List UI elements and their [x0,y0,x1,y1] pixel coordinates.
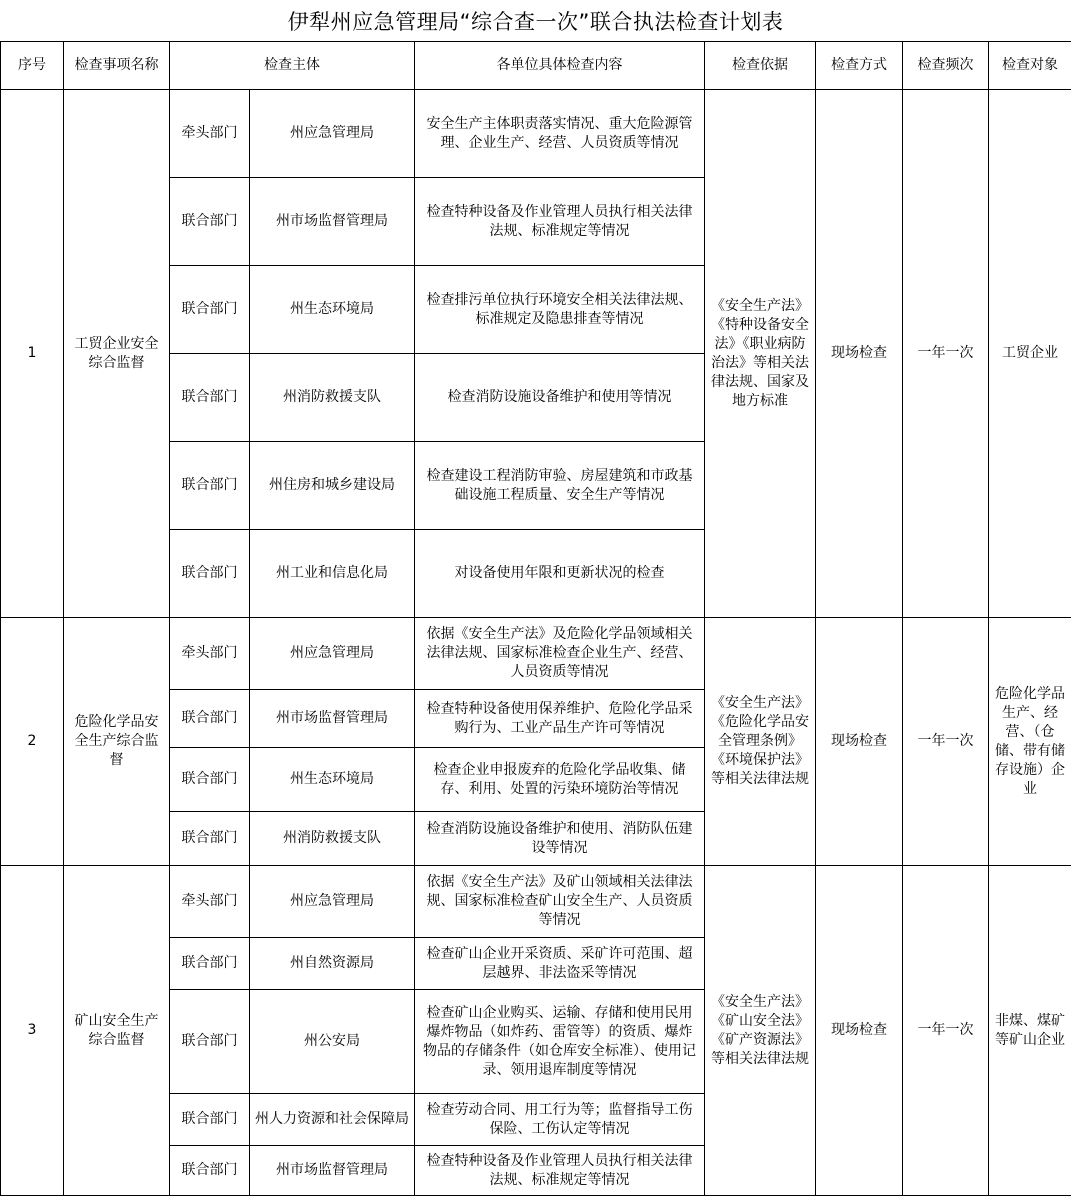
row-role: 联合部门 [170,1094,250,1146]
group-item-name: 矿山安全生产综合监督 [64,866,170,1196]
row-role: 联合部门 [170,178,250,266]
row-content: 检查矿山企业购买、运输、存储和使用民用爆炸物品（如炸药、雷管等）的资质、爆炸物品的存储条件（如仓库安全标准）、使用记录、领用退库制度等情况 [415,990,705,1094]
group-method: 现场检查 [816,90,903,618]
row-content: 检查特种设备及作业管理人员执行相关法律法规、标准规定等情况 [415,1146,705,1196]
row-role: 联合部门 [170,266,250,354]
row-content: 依据《安全生产法》及危险化学品领域相关法律法规、国家标准检查企业生产、经营、人员资质等情况 [415,618,705,690]
group-method: 现场检查 [816,618,903,866]
row-dept: 州消防救援支队 [250,812,415,866]
row-content: 检查排污单位执行环境安全相关法律法规、标准规定及隐患排查等情况 [415,266,705,354]
header-frequency: 检查频次 [903,42,989,90]
row-dept: 州市场监督管理局 [250,178,415,266]
row-role: 联合部门 [170,812,250,866]
group-seq: 2 [1,618,64,866]
row-dept: 州生态环境局 [250,266,415,354]
group-item-name: 危险化学品安全生产综合监督 [64,618,170,866]
row-dept: 州市场监督管理局 [250,1146,415,1196]
row-dept: 州工业和信息化局 [250,530,415,618]
row-role: 联合部门 [170,938,250,990]
row-role: 联合部门 [170,990,250,1094]
row-dept: 州生态环境局 [250,748,415,812]
header-basis: 检查依据 [705,42,816,90]
group-seq: 3 [1,866,64,1196]
row-dept: 州人力资源和社会保障局 [250,1094,415,1146]
row-content: 安全生产主体职责落实情况、重大危险源管理、企业生产、经营、人员资质等情况 [415,90,705,178]
group-method: 现场检查 [816,866,903,1196]
row-role: 牵头部门 [170,866,250,938]
group-target: 工贸企业 [989,90,1071,618]
row-content: 检查消防设施设备维护和使用、消防队伍建设等情况 [415,812,705,866]
row-content: 检查特种设备使用保养维护、危险化学品采购行为、工业产品生产许可等情况 [415,690,705,748]
row-role: 联合部门 [170,442,250,530]
table-row [1,618,1071,690]
row-dept: 州自然资源局 [250,938,415,990]
row-dept: 州应急管理局 [250,866,415,938]
inspection-plan-table [0,41,1071,1196]
table-row [1,866,1071,938]
row-role: 联合部门 [170,530,250,618]
row-content: 检查劳动合同、用工行为等；监督指导工伤保险、工伤认定等情况 [415,1094,705,1146]
page-title: 伊犁州应急管理局“综合查一次”联合执法检查计划表 [0,0,1071,41]
header-content: 各单位具体检查内容 [415,42,705,90]
row-dept: 州公安局 [250,990,415,1094]
row-dept: 州住房和城乡建设局 [250,442,415,530]
header-method: 检查方式 [816,42,903,90]
group-target: 危险化学品生产、经营、（仓储、带有储存设施）企业 [989,618,1071,866]
row-content: 检查企业申报废弃的危险化学品收集、储存、利用、处置的污染环境防治等情况 [415,748,705,812]
group-frequency: 一年一次 [903,618,989,866]
row-content: 检查消防设施设备维护和使用等情况 [415,354,705,442]
row-content: 依据《安全生产法》及矿山领域相关法律法规、国家标准检查矿山安全生产、人员资质等情况 [415,866,705,938]
row-role: 联合部门 [170,354,250,442]
header-item-name: 检查事项名称 [64,42,170,90]
header-row [1,42,1071,90]
group-seq: 1 [1,90,64,618]
row-dept: 州市场监督管理局 [250,690,415,748]
row-role: 联合部门 [170,748,250,812]
table-row [1,90,1071,178]
header-seq: 序号 [1,42,64,90]
row-content: 检查建设工程消防审验、房屋建筑和市政基础设施工程质量、安全生产等情况 [415,442,705,530]
row-dept: 州应急管理局 [250,90,415,178]
group-frequency: 一年一次 [903,90,989,618]
row-dept: 州应急管理局 [250,618,415,690]
group-frequency: 一年一次 [903,866,989,1196]
row-role: 联合部门 [170,1146,250,1196]
row-content: 检查矿山企业开采资质、采矿许可范围、超层越界、非法盗采等情况 [415,938,705,990]
row-content: 对设备使用年限和更新状况的检查 [415,530,705,618]
row-role: 联合部门 [170,690,250,748]
group-item-name: 工贸企业安全综合监督 [64,90,170,618]
group-target: 非煤、煤矿等矿山企业 [989,866,1071,1196]
group-basis: 《安全生产法》《危险化学品安全管理条例》《环境保护法》等相关法律法规 [705,618,816,866]
group-basis: 《安全生产法》《矿山安全法》《矿产资源法》等相关法律法规 [705,866,816,1196]
header-target: 检查对象 [989,42,1071,90]
row-role: 牵头部门 [170,618,250,690]
header-subject: 检查主体 [170,42,415,90]
row-role: 牵头部门 [170,90,250,178]
group-basis: 《安全生产法》《特种设备安全法》《职业病防治法》等相关法律法规、国家及地方标准 [705,90,816,618]
row-dept: 州消防救援支队 [250,354,415,442]
row-content: 检查特种设备及作业管理人员执行相关法律法规、标准规定等情况 [415,178,705,266]
